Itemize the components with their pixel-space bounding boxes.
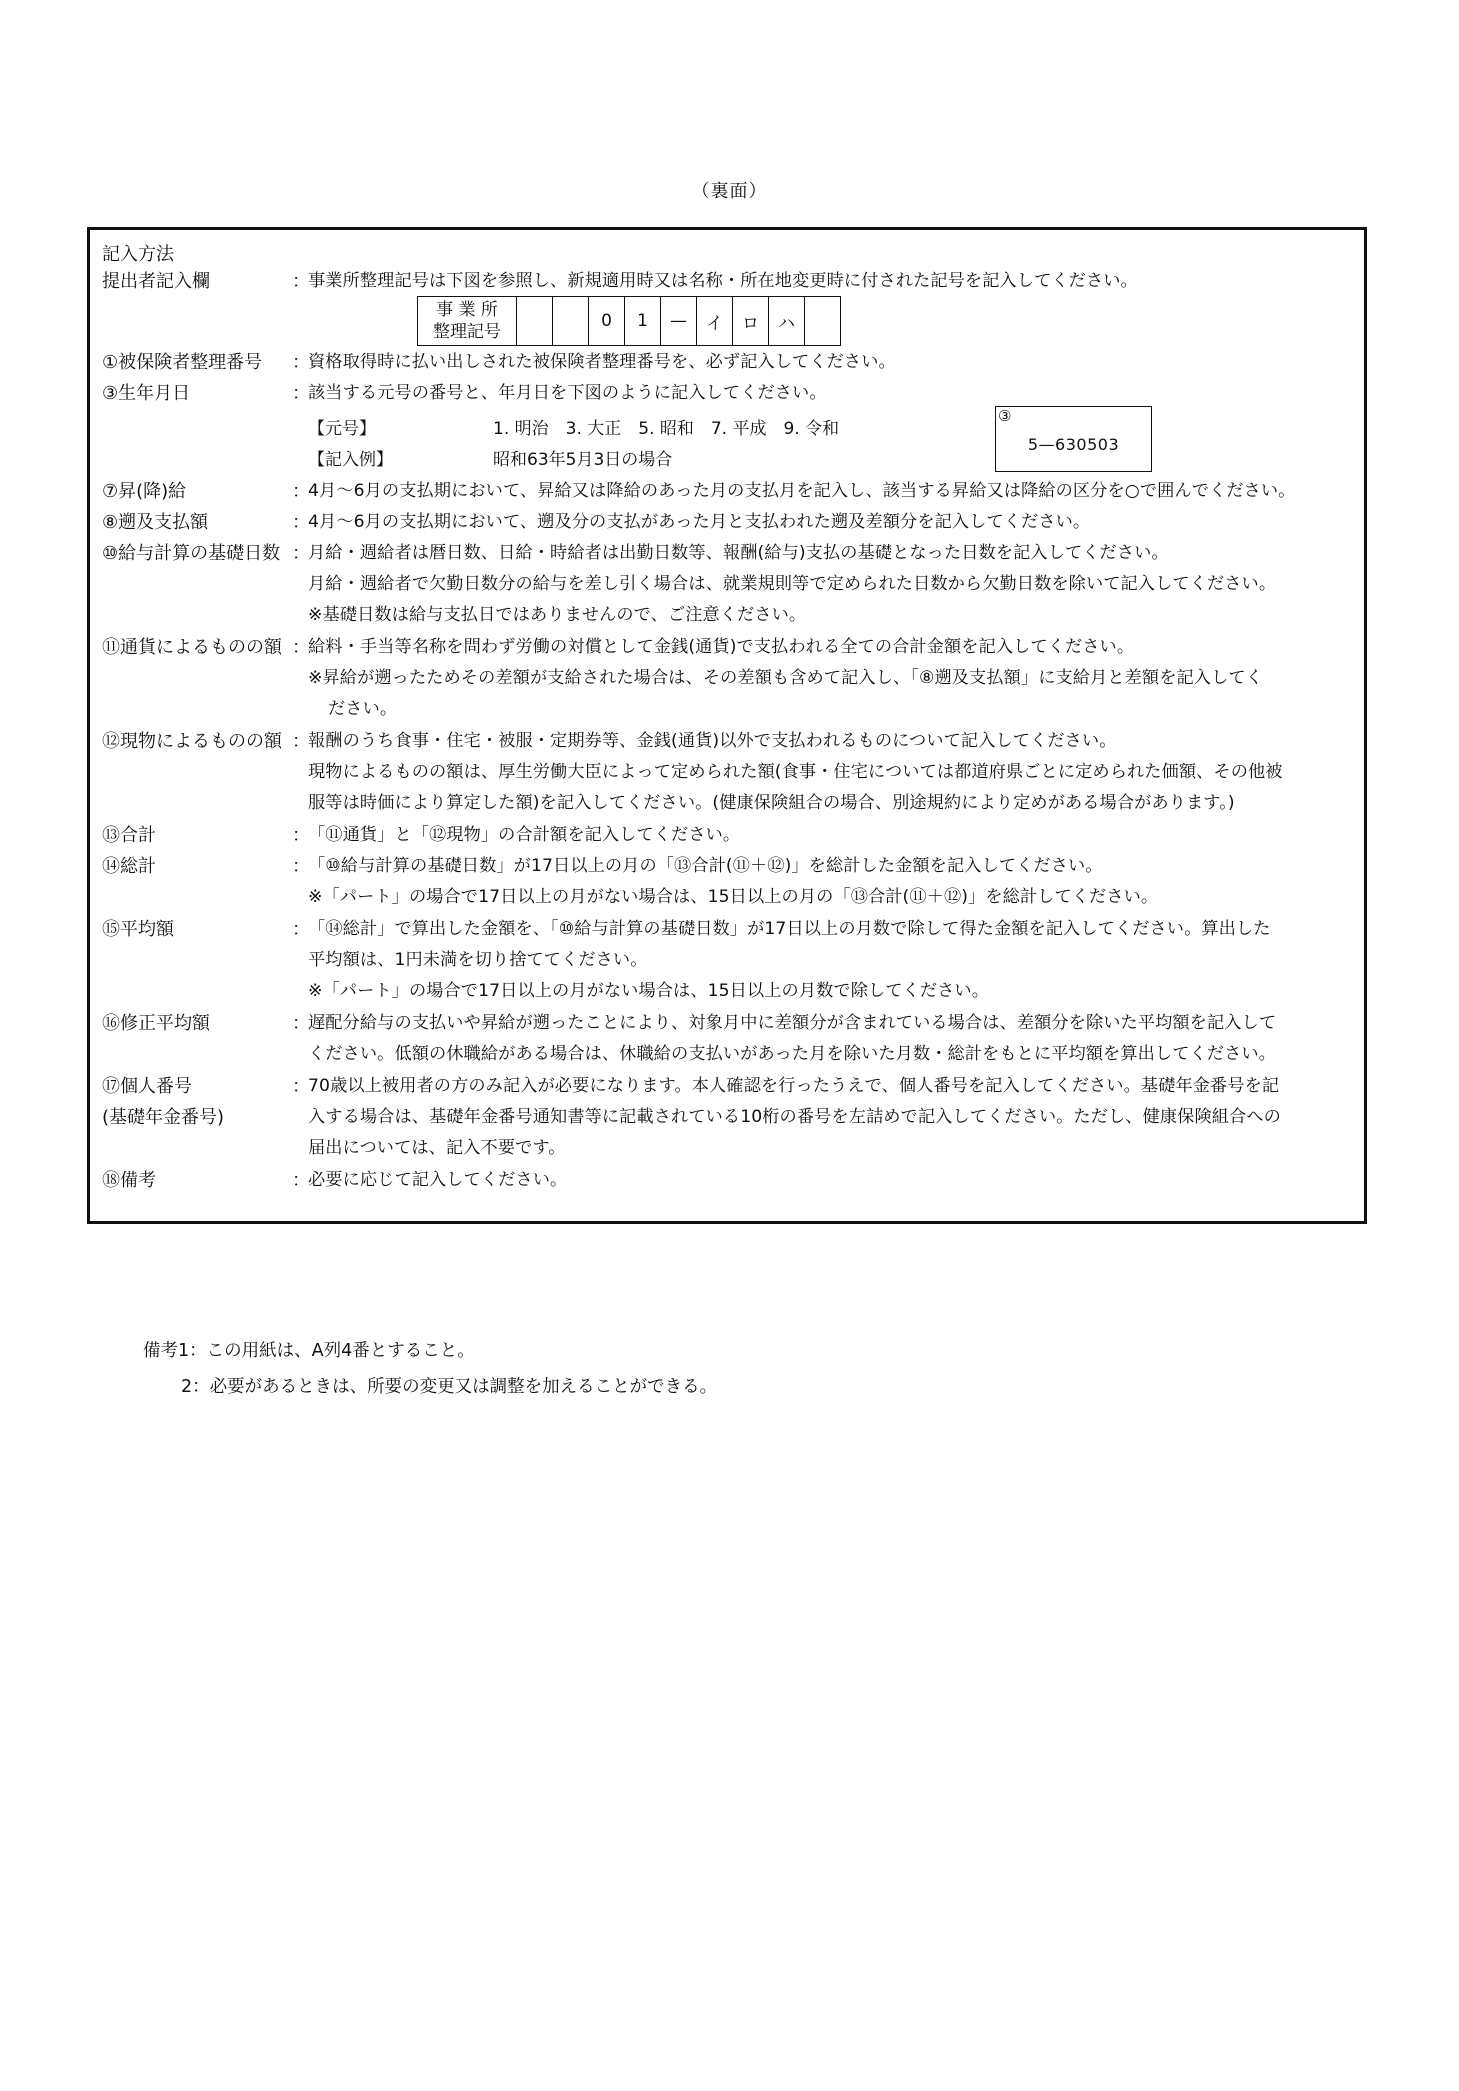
text-notes: 必要に応じて記入してください。 [308, 1170, 568, 1190]
label-revised-average: ⑯修正平均額 [102, 1013, 210, 1034]
text-sum-2: ※「パート」の場合で17日以上の月がない場合は、15日以上の月の「⑬合計(⑪＋⑫)」を総計してください。 [308, 887, 1159, 907]
colon: ： [292, 512, 310, 533]
label-notes: ⑱備考 [102, 1170, 156, 1191]
era-label: 【元号】 [308, 419, 376, 439]
colon: ： [292, 543, 310, 564]
colon: ： [292, 825, 310, 846]
remark-line-1: 備考1：この用紙は、A列4番とすること。 [143, 1341, 475, 1361]
label-base-days: ⑩給与計算の基礎日数 [102, 543, 281, 564]
text-total: 「⑪通貨」と「⑫現物」の合計額を記入してください。 [308, 825, 741, 845]
office-code-table [417, 296, 841, 346]
colon: ： [292, 1076, 310, 1097]
remark-line-2: 2：必要があるときは、所要の変更又は調整を加えることができる。 [181, 1377, 718, 1397]
label-total: ⑬合計 [102, 825, 156, 846]
office-code-cell: イ [697, 297, 733, 346]
text-revised-average-2: ください。低額の休職給がある場合は、休職給の支払いがあった月を除いた月数・総計をもとに平均額を算出してください。 [308, 1044, 1276, 1064]
footer-remarks [143, 1333, 717, 1405]
label-insured-number: ①被保険者整理番号 [102, 352, 263, 373]
example-label: 【記入例】 [308, 450, 393, 470]
text-submitter: 事業所整理記号は下図を参照し、新規適用時又は名称・所在地変更時に付された記号を記入してください。 [308, 271, 1138, 291]
text-base-days-1: 月給・週給者は暦日数、日給・時給者は出勤日数等、報酬(給与)支払の基礎となった日数を記入してください。 [308, 543, 1169, 563]
text-personal-number-2: 入する場合は、基礎年金番号通知書等に記載されている10桁の番号を左詰めで記入してください。ただし、健康保険組合への [308, 1107, 1281, 1127]
colon: ： [292, 856, 310, 877]
label-currency: ⑪通貨によるものの額 [102, 637, 282, 658]
colon: ： [292, 352, 310, 373]
office-code-cell: ロ [733, 297, 769, 346]
text-personal-number-3: 届出については、記入不要です。 [308, 1138, 566, 1158]
text-birth-date: 該当する元号の番号と、年月日を下図のように記入してください。 [308, 383, 827, 403]
label-basic-pension-number: (基礎年金番号) [102, 1107, 225, 1128]
colon: ： [292, 481, 310, 502]
office-code-cell [553, 297, 589, 346]
text-currency-3: ださい。 [328, 699, 398, 719]
office-code-cell: — [661, 297, 697, 346]
label-raise: ⑦昇(降)給 [102, 481, 187, 502]
text-personal-number-1: 70歳以上被用者の方のみ記入が必要になります。本人確認を行ったうえで、個人番号を記入してください。基礎年金番号を記 [308, 1076, 1280, 1096]
colon: ： [292, 731, 310, 752]
text-currency-2: ※昇給が遡ったためその差額が支給された場合は、その差額も含めて記入し、「⑧遡及支払額」に支給月と差額を記入してく [308, 668, 1263, 688]
page-title: （裏面） [691, 181, 768, 202]
office-code-header [418, 297, 517, 346]
label-in-kind: ⑫現物によるものの額 [102, 731, 282, 752]
office-code-cell [517, 297, 553, 346]
example-value: 昭和63年5月3日の場合 [493, 450, 673, 470]
instructions-frame [87, 227, 1367, 1224]
office-code-cell: 0 [589, 297, 625, 346]
text-raise: 4月～6月の支払期において、昇給又は降給のあった月の支払月を記入し、該当する昇給又は降給の区分を○で囲んでください。 [308, 481, 1296, 501]
birth-box-mark: ③ [998, 407, 1012, 425]
colon: ： [292, 1013, 310, 1034]
colon: ： [292, 271, 310, 292]
label-retro: ⑧遡及支払額 [102, 512, 209, 533]
text-average-2: 平均額は、1円未満を切り捨ててください。 [308, 950, 648, 970]
birth-date-example-box [995, 406, 1152, 472]
office-code-header-line1: 事 業 所 [436, 300, 498, 320]
label-average: ⑮平均額 [102, 919, 174, 940]
text-retro: 4月～6月の支払期において、遡及分の支払があった月と支払われた遡及差額分を記入してください。 [308, 512, 1091, 532]
text-revised-average-1: 遅配分給与の支払いや昇給が遡ったことにより、対象月中に差額分が含まれている場合は、差額分を除いた平均額を記入して [308, 1013, 1277, 1033]
section-heading: 記入方法 [102, 244, 174, 265]
label-birth-date: ③生年月日 [102, 383, 191, 404]
label-submitter: 提出者記入欄 [102, 271, 210, 292]
text-in-kind-3: 服等は時価により算定した額)を記入してください。(健康保険組合の場合、別途規約により定めがある場合があります。) [308, 793, 1235, 813]
era-values: 1. 明治 3. 大正 5. 昭和 7. 平成 9. 令和 [493, 419, 840, 439]
colon: ： [292, 637, 310, 658]
birth-box-value: 5—630503 [1027, 435, 1120, 454]
colon: ： [292, 383, 310, 404]
text-average-3: ※「パート」の場合で17日以上の月がない場合は、15日以上の月数で除してください。 [308, 981, 989, 1001]
text-insured-number: 資格取得時に払い出しされた被保険者整理番号を、必ず記入してください。 [308, 352, 896, 372]
text-base-days-3: ※基礎日数は給与支払日ではありませんので、ご注意ください。 [308, 605, 807, 625]
office-code-cell: ハ [769, 297, 805, 346]
text-in-kind-1: 報酬のうち食事・住宅・被服・定期券等、金銭(通貨)以外で支払われるものについて記入してください。 [308, 731, 1117, 751]
office-code-cell: 1 [625, 297, 661, 346]
text-currency-1: 給料・手当等名称を問わず労働の対償として金銭(通貨)で支払われる全ての合計金額を記入してください。 [308, 637, 1135, 657]
colon: ： [292, 1170, 310, 1191]
office-code-cell [805, 297, 841, 346]
text-base-days-2: 月給・週給者で欠勤日数分の給与を差し引く場合は、就業規則等で定められた日数から欠勤日数を除いて記入してください。 [308, 574, 1277, 594]
label-sum: ⑭総計 [102, 856, 156, 877]
text-average-1: 「⑭総計」で算出した金額を、「⑩給与計算の基礎日数」が17日以上の月数で除して得た金額を記入してください。算出した [308, 919, 1271, 939]
colon: ： [292, 919, 310, 940]
label-personal-number: ⑰個人番号 [102, 1076, 192, 1097]
text-sum-1: 「⑩給与計算の基礎日数」が17日以上の月の「⑬合計(⑪＋⑫)」を総計した金額を記入してください。 [308, 856, 1103, 876]
text-in-kind-2: 現物によるものの額は、厚生労働大臣によって定められた額(食事・住宅については都道府県ごとに定められた価額、その他被 [308, 762, 1283, 782]
office-code-header-line2: 整理記号 [433, 322, 501, 342]
